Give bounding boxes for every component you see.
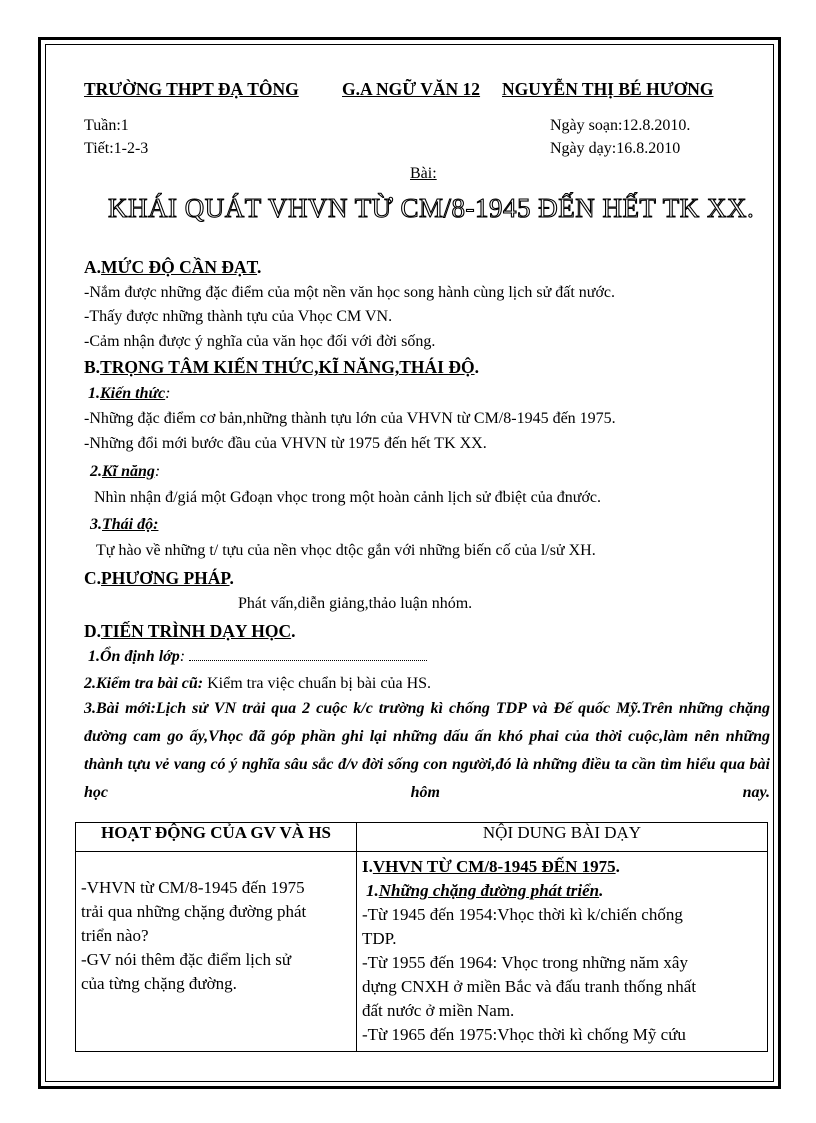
step-1: 1.Ổn định lớp: <box>88 646 427 668</box>
content-line: đất nước ở miền Nam. <box>362 1001 515 1020</box>
page-title: KHÁI QUÁT VHVN TỪ CM/8-1945 ĐẾN HẾT TK XX. <box>108 193 755 223</box>
step-3-paragraph: 3.Bài mới:Lịch sử VN trải qua 2 cuộc k/c trường kì chống TDP và Đế quốc Mỹ.Trên những chặng đường cam go ấy,Vhọc đã góp phần ghi lại những dấu ấn khó phai của thời cuộc,làm nên những thành tựu vẻ vang có ý nghĩa sâu sắc đ/v đời sống con người,đó là những điều ta cần tìm hiểu qua bài học hôm nay. <box>84 700 770 801</box>
section-b-heading: B.TRỌNG TÂM KIẾN THỨC,KĨ NĂNG,THÁI ĐỘ. <box>84 357 479 377</box>
section-a-item: -Nắm được những đặc điểm của một nền văn học song hành cùng lịch sử đất nước. <box>84 284 616 301</box>
teacher-name: NGUYỄN THỊ BÉ HƯƠNG <box>502 79 714 99</box>
knowledge-item: -Những đặc điểm cơ bản,những thành tựu lớn của VHVN từ CM/8-1945 đến 1975. <box>84 410 616 427</box>
content-line: -Từ 1945 đến 1954:Vhọc thời kì k/chiến chống <box>362 905 683 924</box>
periods: Tiết:1-2-3 <box>84 140 149 157</box>
week: Tuần:1 <box>84 117 129 134</box>
section-c-heading: C.PHƯƠNG PHÁP. <box>84 568 234 588</box>
table-header-activities: HOẠT ĐỘNG CỦA GV VÀ HS <box>76 823 357 852</box>
attitude-heading: 3.Thái độ: <box>90 516 159 533</box>
lesson-table <box>75 822 768 1052</box>
content-cell <box>357 852 768 1052</box>
school-name: TRƯỜNG THPT ĐẠ TÔNG <box>84 79 299 99</box>
content-line: TDP. <box>362 929 397 948</box>
knowledge-item: -Những đổi mới bước đầu của VHVN từ 1975 đến hết TK XX. <box>84 435 487 452</box>
table-header-row <box>76 823 768 852</box>
activities-cell <box>76 852 357 1052</box>
skills-text: Nhìn nhận đ/giá một Gđoạn vhọc trong một hoàn cảnh lịch sử đbiệt của đnước. <box>94 489 602 506</box>
subject-name: G.A NGỮ VĂN 12 <box>342 79 481 99</box>
content-heading: I.VHVN TỪ CM/8-1945 ĐẾN 1975. <box>362 857 620 876</box>
section-a-item: -Cảm nhận được ý nghĩa của văn học đối với đời sống. <box>84 333 436 350</box>
activity-line: của từng chặng đường. <box>81 974 237 993</box>
attitude-text: Tự hào về những t/ tựu của nền vhọc dtộc gắn với những biến cố của l/sử XH. <box>96 542 596 559</box>
table-header-content: NỘI DUNG BÀI DẠY <box>357 823 768 852</box>
step-2: 2.Kiểm tra bài cũ: Kiểm tra việc chuẩn bị bài của HS. <box>84 675 432 692</box>
content-subheading: 1.Những chặng đường phát triển. <box>366 881 604 900</box>
prepared-date: Ngày soạn:12.8.2010. <box>550 117 691 134</box>
activity-line: triển nào? <box>81 926 149 945</box>
activity-line: trải qua những chặng đường phát <box>81 902 307 921</box>
skills-heading: 2.Kĩ năng: <box>90 463 161 480</box>
section-d-heading: D.TIẾN TRÌNH DẠY HỌC. <box>84 621 296 641</box>
activity-line: -GV nói thêm đặc điểm lịch sử <box>81 950 292 969</box>
dotted-fill-line <box>189 646 427 661</box>
table-row <box>76 852 768 1052</box>
section-a-item: -Thấy được những thành tựu của Vhọc CM VN. <box>84 308 393 325</box>
teaching-date: Ngày dạy:16.8.2010 <box>550 140 681 157</box>
section-a-heading: A.MỨC ĐỘ CẦN ĐẠT. <box>84 257 262 277</box>
method-text: Phát vấn,diễn giảng,thảo luận nhóm. <box>238 595 473 612</box>
knowledge-heading: 1.Kiến thức: <box>88 385 171 402</box>
activity-line: -VHVN từ CM/8-1945 đến 1975 <box>81 878 305 897</box>
content-line: -Từ 1965 đến 1975:Vhọc thời kì chống Mỹ cứu <box>362 1025 686 1044</box>
content-line: dựng CNXH ở miền Bắc và đấu tranh thống nhất <box>362 977 697 996</box>
content-line: -Từ 1955 đến 1964: Vhọc trong những năm xây <box>362 953 688 972</box>
lesson-label: Bài: <box>410 165 437 182</box>
